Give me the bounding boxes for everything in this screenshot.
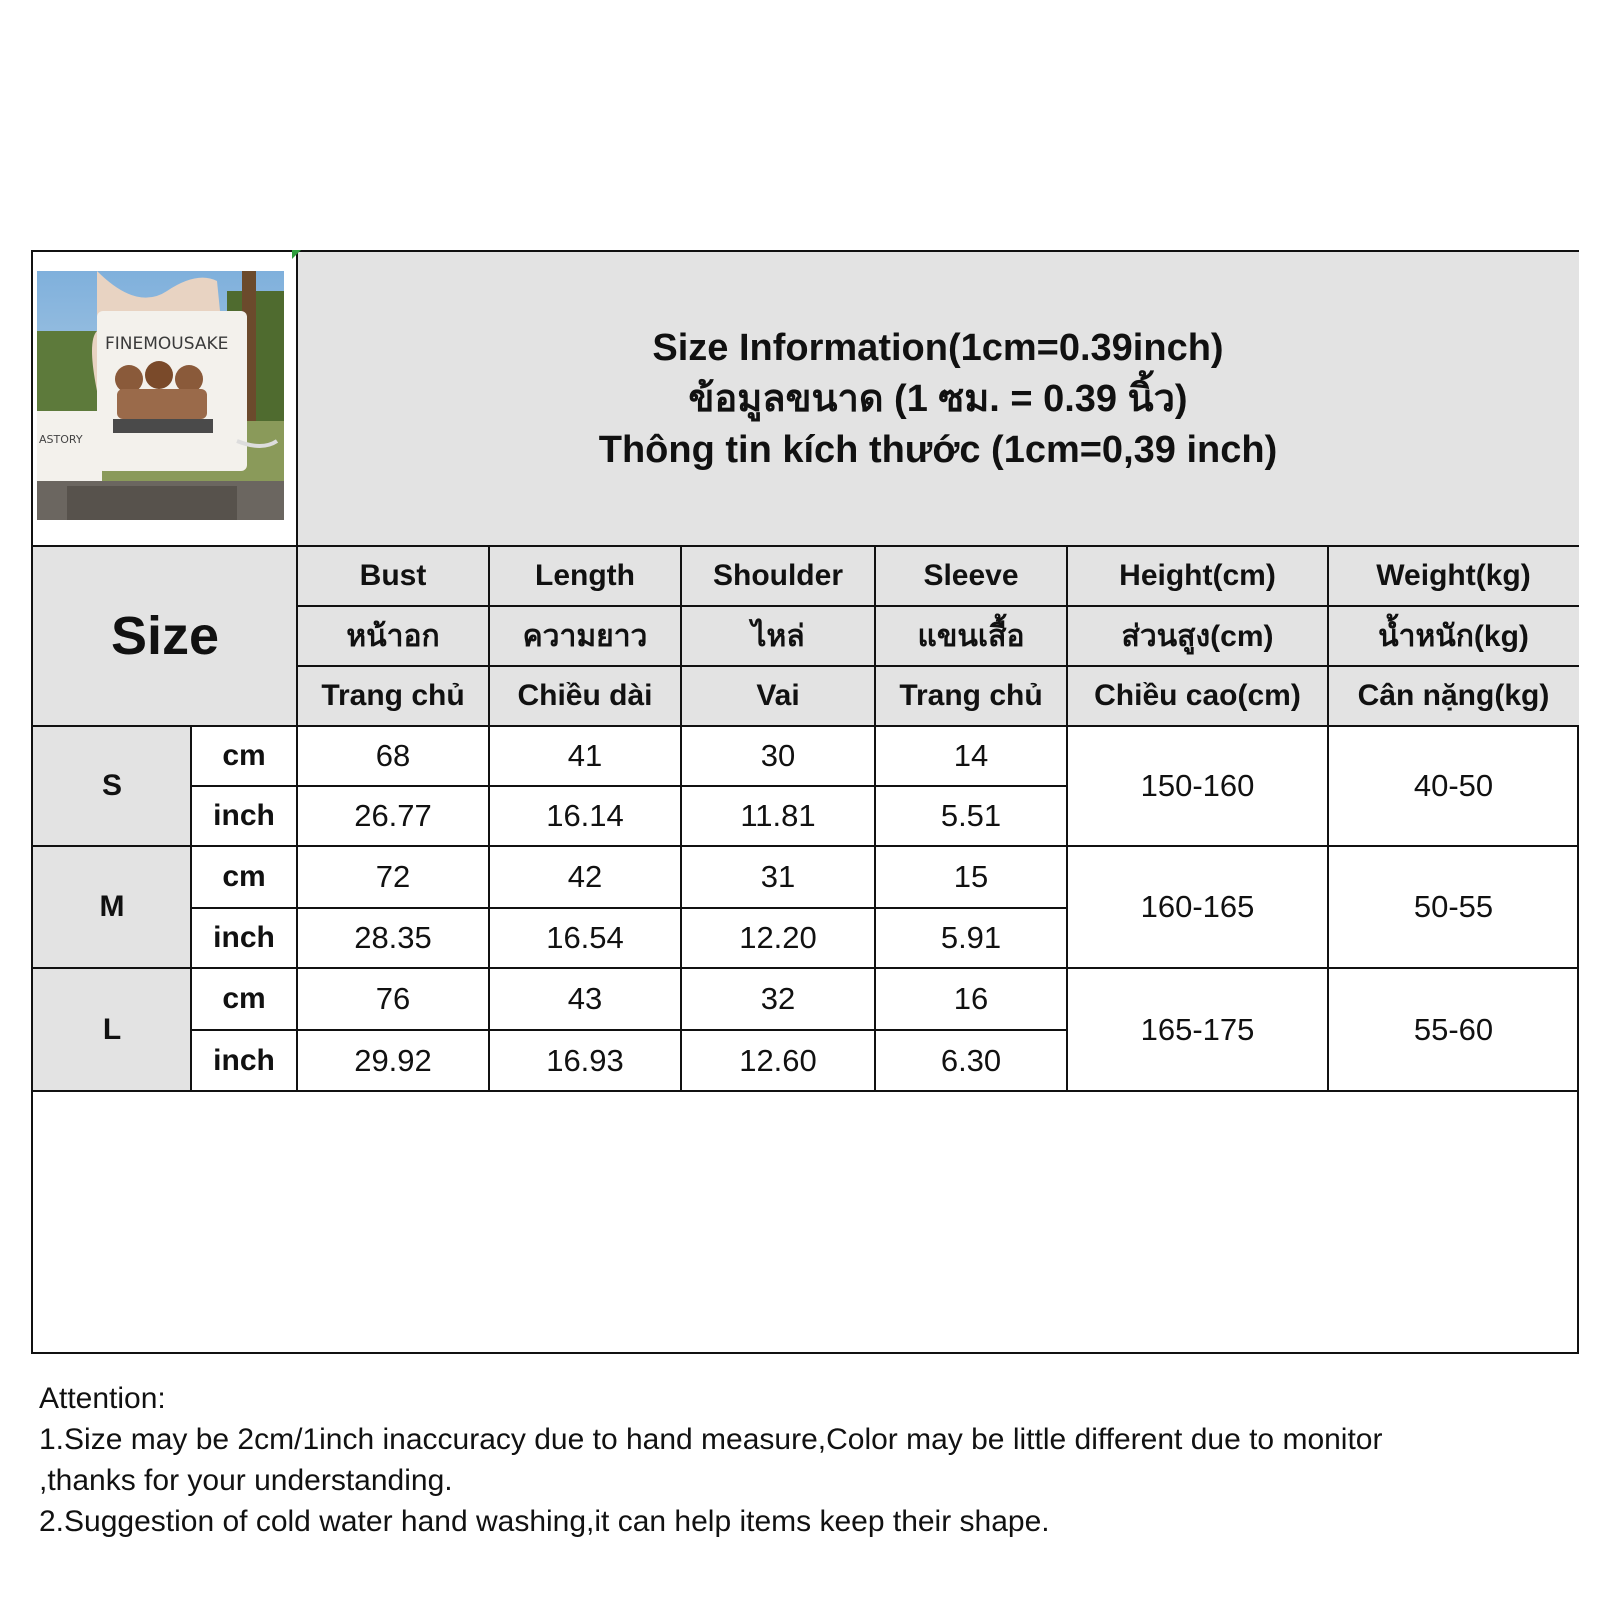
weight-range-1: 50-55 — [1413, 889, 1494, 924]
product-photo — [37, 271, 284, 520]
column-header-1-vi-cell — [489, 666, 681, 726]
column-header-3-vi: Trang chủ — [899, 679, 1043, 712]
column-header-5-en: Weight(kg) — [1376, 559, 1531, 592]
column-header-2-th-cell — [681, 606, 875, 666]
value-cm-0-3-cell — [875, 726, 1067, 786]
title-thai: ข้อมูลขนาด (1 ซม. = 0.39 นิ้ว) — [688, 377, 1188, 420]
corner-marker — [292, 250, 301, 259]
column-header-5-vi: Cân nặng(kg) — [1357, 679, 1550, 712]
unit-inch-0-cell — [191, 786, 297, 846]
value-cm-2-2: 32 — [760, 981, 796, 1016]
column-header-2-vi-cell — [681, 666, 875, 726]
grid-line — [33, 967, 1579, 969]
value-inch-1-3: 5.91 — [940, 920, 1002, 955]
size-label-2-cell — [33, 968, 191, 1091]
unit-inch-2-cell — [191, 1030, 297, 1091]
title-english: Size Information(1cm=0.39inch) — [652, 326, 1224, 369]
value-cm-2-3: 16 — [953, 981, 989, 1016]
value-cm-0-2-cell — [681, 726, 875, 786]
height-range-2-cell — [1067, 968, 1328, 1091]
product-photo-image — [37, 271, 284, 520]
column-header-0-en: Bust — [359, 559, 427, 592]
value-inch-0-3-cell — [875, 786, 1067, 846]
size-label-0-cell — [33, 726, 191, 846]
attention-heading: Attention: — [39, 1382, 166, 1415]
value-cm-0-0-cell — [297, 726, 489, 786]
size-header-cell — [33, 546, 297, 726]
column-header-4-th: ส่วนสูง(cm) — [1121, 619, 1274, 653]
value-inch-1-3-cell — [875, 908, 1067, 968]
value-cm-2-0-cell — [297, 968, 489, 1030]
column-header-2-en: Shoulder — [712, 559, 843, 592]
size-label-1: M — [99, 890, 125, 923]
grid-line — [874, 546, 876, 1091]
value-inch-2-0: 29.92 — [354, 1042, 432, 1078]
column-header-0-th-cell — [297, 606, 489, 666]
grid-line — [33, 1090, 1579, 1092]
unit-cm-2-cell — [191, 968, 297, 1030]
title-vietnamese: Thông tin kích thước (1cm=0,39 inch) — [598, 428, 1278, 471]
size-header-label: Size — [110, 606, 220, 666]
column-header-1-th-cell — [489, 606, 681, 666]
value-inch-0-2-cell — [681, 786, 875, 846]
column-header-5-en-cell — [1328, 546, 1579, 606]
value-cm-0-0: 68 — [375, 738, 411, 773]
unit-inch-2: inch — [213, 1043, 275, 1077]
grid-line — [191, 785, 1067, 787]
grid-line — [297, 605, 1579, 607]
value-cm-1-0-cell — [297, 846, 489, 908]
size-label-1-cell — [33, 846, 191, 968]
value-inch-1-1-cell — [489, 908, 681, 968]
height-range-2: 165-175 — [1140, 1011, 1255, 1047]
column-header-2-vi: Vai — [756, 679, 800, 712]
column-header-4-vi-cell — [1067, 666, 1328, 726]
column-header-1-vi: Chiều dài — [517, 679, 653, 712]
value-inch-2-2: 12.60 — [739, 1042, 817, 1078]
title-block — [297, 252, 1579, 546]
grid-line — [191, 907, 1067, 909]
size-label-2: L — [102, 1012, 122, 1046]
value-cm-0-1-cell — [489, 726, 681, 786]
value-inch-0-0-cell — [297, 786, 489, 846]
value-cm-0-2: 30 — [760, 738, 796, 773]
value-inch-0-3: 5.51 — [940, 798, 1002, 833]
column-header-3-th: แขนเสื้อ — [917, 619, 1025, 653]
value-cm-0-3: 14 — [953, 738, 989, 773]
value-cm-2-2-cell — [681, 968, 875, 1030]
attention-note-1: 1.Size may be 2cm/1inch inaccuracy due to hand measure,Color may be little different due to monitor — [39, 1423, 1383, 1456]
grid-line — [1327, 546, 1329, 1091]
column-header-3-th-cell — [875, 606, 1067, 666]
attention-note-2: 2.Suggestion of cold water hand washing,it can help items keep their shape. — [39, 1505, 1050, 1538]
weight-range-2: 55-60 — [1413, 1011, 1494, 1047]
grid-line — [1066, 546, 1068, 1091]
column-header-0-vi-cell — [297, 666, 489, 726]
height-range-1: 160-165 — [1140, 889, 1255, 924]
value-inch-0-1-cell — [489, 786, 681, 846]
grid-line — [33, 545, 1579, 547]
grid-line — [33, 845, 1579, 847]
column-header-1-th: ความยาว — [522, 619, 648, 653]
weight-range-2-cell — [1328, 968, 1579, 1091]
value-inch-1-2-cell — [681, 908, 875, 968]
column-header-4-en: Height(cm) — [1119, 559, 1276, 592]
grid-line — [33, 725, 1579, 727]
grid-line — [297, 665, 1579, 667]
grid-line — [296, 252, 298, 1091]
column-header-3-en-cell — [875, 546, 1067, 606]
value-cm-1-3: 15 — [953, 859, 989, 894]
value-inch-0-0: 26.77 — [354, 798, 432, 833]
column-header-3-en: Sleeve — [923, 559, 1019, 592]
value-cm-1-1: 42 — [567, 859, 603, 894]
value-cm-2-1-cell — [489, 968, 681, 1030]
value-inch-2-1: 16.93 — [546, 1042, 624, 1078]
unit-cm-2: cm — [222, 982, 266, 1015]
column-header-4-th-cell — [1067, 606, 1328, 666]
background-sign-text: ASTORY — [39, 433, 83, 446]
value-cm-1-3-cell — [875, 846, 1067, 908]
attention-note-1-cont: ,thanks for your understanding. — [39, 1464, 453, 1497]
size-label-0: S — [101, 769, 122, 802]
column-header-5-vi-cell — [1328, 666, 1579, 726]
weight-range-0-cell — [1328, 726, 1579, 846]
height-range-1-cell — [1067, 846, 1328, 968]
value-cm-0-1: 41 — [567, 738, 603, 773]
unit-cm-1: cm — [222, 860, 266, 893]
attention-notes — [39, 1378, 1559, 1542]
chart-title — [599, 323, 1277, 476]
column-header-0-th: หน้าอก — [346, 619, 440, 653]
value-cm-1-2: 31 — [760, 859, 796, 894]
value-cm-1-2-cell — [681, 846, 875, 908]
value-inch-2-0-cell — [297, 1030, 489, 1091]
unit-inch-1: inch — [213, 921, 275, 954]
unit-cm-0: cm — [222, 739, 266, 772]
unit-inch-1-cell — [191, 908, 297, 968]
value-inch-0-2: 11.81 — [740, 798, 816, 833]
value-cm-2-1: 43 — [567, 981, 603, 1016]
column-header-5-th: น้ำหนัก(kg) — [1378, 619, 1529, 653]
value-cm-1-1-cell — [489, 846, 681, 908]
column-header-4-vi: Chiều cao(cm) — [1094, 679, 1301, 712]
column-header-2-th: ไหล่ — [751, 619, 805, 653]
column-header-3-vi-cell — [875, 666, 1067, 726]
column-header-2-en-cell — [681, 546, 875, 606]
column-header-0-vi: Trang chủ — [321, 679, 465, 712]
value-inch-2-1-cell — [489, 1030, 681, 1091]
height-range-0: 150-160 — [1140, 768, 1255, 803]
value-inch-1-2: 12.20 — [739, 920, 817, 955]
grid-line — [680, 546, 682, 1091]
grid-line — [488, 546, 490, 1091]
unit-cm-1-cell — [191, 846, 297, 908]
column-header-0-en-cell — [297, 546, 489, 606]
unit-cm-0-cell — [191, 726, 297, 786]
shirt-print-text: FINEMOUSAKE — [105, 334, 229, 354]
value-inch-2-2-cell — [681, 1030, 875, 1091]
column-header-1-en-cell — [489, 546, 681, 606]
size-chart — [31, 250, 1579, 1538]
value-inch-1-0: 28.35 — [354, 920, 432, 955]
column-header-4-en-cell — [1067, 546, 1328, 606]
column-header-1-en: Length — [535, 559, 635, 592]
unit-inch-0: inch — [213, 799, 275, 832]
height-range-0-cell — [1067, 726, 1328, 846]
weight-range-0: 40-50 — [1413, 768, 1494, 803]
value-inch-1-1: 16.54 — [546, 920, 624, 955]
grid-line — [191, 1029, 1067, 1031]
value-cm-1-0: 72 — [375, 859, 411, 894]
value-cm-2-0: 76 — [375, 981, 411, 1016]
value-inch-2-3-cell — [875, 1030, 1067, 1091]
value-inch-1-0-cell — [297, 908, 489, 968]
value-cm-2-3-cell — [875, 968, 1067, 1030]
column-header-5-th-cell — [1328, 606, 1579, 666]
weight-range-1-cell — [1328, 846, 1579, 968]
value-inch-2-3: 6.30 — [940, 1042, 1002, 1078]
value-inch-0-1: 16.14 — [546, 798, 624, 833]
